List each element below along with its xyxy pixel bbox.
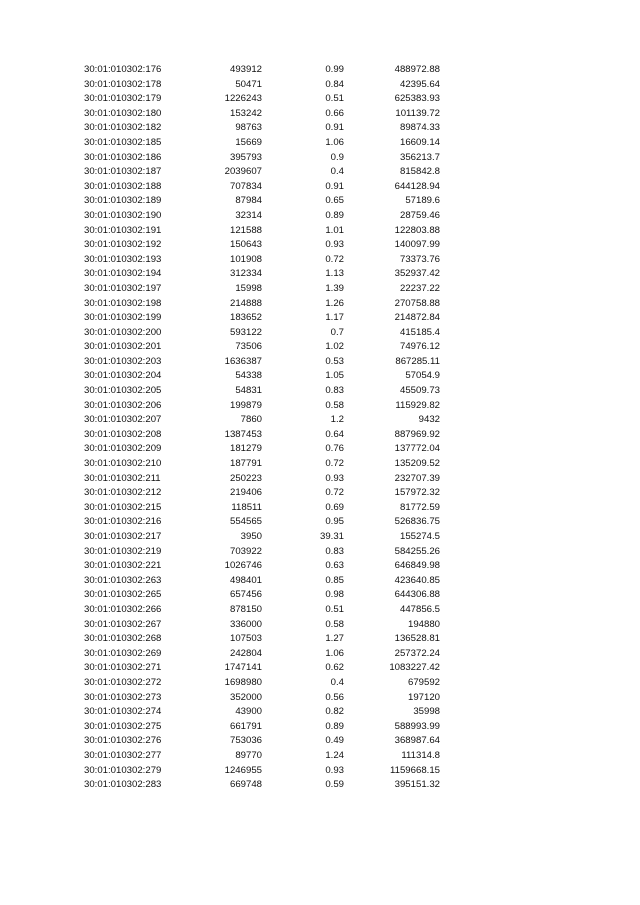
cadastral-number-cell: 30:01:010302:277 [84,749,162,761]
cadastral-number-cell: 30:01:010302:271 [84,662,162,674]
amount-cell: 423640.85 [394,574,440,586]
quantity-cell: 395793 [229,151,262,163]
cadastral-number-cell: 30:01:010302:205 [84,385,162,397]
amount-cell: 137772.04 [394,443,440,455]
cadastral-number-cell: 30:01:010302:189 [84,195,162,207]
amount-cell: 214872.84 [394,312,440,324]
coefficient-cell: 0.59 [325,779,344,791]
coefficient-cell: 1.02 [325,341,344,353]
quantity-cell: 250223 [229,472,262,484]
coefficient-cell: 0.89 [325,720,344,732]
quantity-cell: 352000 [229,691,262,703]
table-row [0,121,640,136]
quantity-cell: 3950 [240,531,262,542]
amount-cell: 81772.59 [399,501,440,513]
cadastral-number-cell: 30:01:010302:283 [84,779,162,791]
coefficient-cell: 0.98 [325,589,344,601]
quantity-cell: 150643 [229,239,262,251]
coefficient-cell: 0.72 [325,253,344,265]
coefficient-cell: 0.63 [325,560,344,572]
coefficient-cell: 1.06 [325,647,344,659]
table-row [0,282,640,297]
coefficient-cell: 0.65 [325,195,344,207]
coefficient-cell: 0.69 [325,501,344,513]
coefficient-cell: 0.93 [325,239,344,251]
cadastral-number-cell: 30:01:010302:212 [84,487,162,499]
amount-cell: 73373.76 [399,253,440,265]
table-row [0,515,640,530]
quantity-cell: 312334 [229,268,262,280]
cadastral-number-cell: 30:01:010302:180 [84,107,162,119]
table-row [0,165,640,180]
quantity-cell: 2039607 [224,166,262,178]
coefficient-cell: 0.62 [325,662,344,674]
quantity-cell: 554565 [229,516,262,528]
amount-cell: 89874.33 [399,122,440,134]
amount-cell: 35998 [413,706,440,718]
cadastral-number-cell: 30:01:010302:265 [84,589,162,601]
cadastral-number-cell: 30:01:010302:219 [84,545,162,557]
quantity-cell: 219406 [229,487,262,499]
amount-cell: 232707.39 [394,472,440,484]
coefficient-cell: 1.13 [325,268,344,280]
coefficient-cell: 1.27 [325,633,344,645]
cadastral-number-cell: 30:01:010302:221 [84,560,162,572]
amount-cell: 368987.64 [394,735,440,747]
amount-cell: 488972.88 [394,64,440,75]
cadastral-number-cell: 30:01:010302:188 [84,180,162,192]
quantity-cell: 73506 [235,341,262,353]
amount-cell: 356213.7 [399,151,440,163]
cadastral-number-cell: 30:01:010302:182 [84,122,162,134]
table-row [0,705,640,720]
cadastral-number-cell: 30:01:010302:275 [84,720,162,732]
table-row [0,384,640,399]
cadastral-number-cell: 30:01:010302:268 [84,633,162,645]
table-row [0,92,640,107]
cadastral-number-cell: 30:01:010302:193 [84,253,162,265]
table-row [0,428,640,443]
quantity-cell: 43900 [235,706,262,718]
cadastral-number-cell: 30:01:010302:209 [84,443,162,455]
cadastral-number-cell: 30:01:010302:201 [84,341,162,353]
table-row [0,749,640,764]
table-row [0,209,640,224]
quantity-cell: 707834 [229,180,262,192]
amount-cell: 588993.99 [394,720,440,732]
amount-cell: 101139.72 [395,107,440,119]
cadastral-number-cell: 30:01:010302:199 [84,312,162,324]
cadastral-number-cell: 30:01:010302:206 [84,399,162,411]
amount-cell: 28759.46 [399,209,440,221]
coefficient-cell: 1.39 [325,282,344,294]
quantity-cell: 593122 [229,326,262,338]
cadastral-number-cell: 30:01:010302:208 [84,428,162,440]
quantity-cell: 153242 [229,107,262,119]
cadastral-number-cell: 30:01:010302:267 [84,618,162,630]
amount-cell: 194880 [407,618,440,630]
quantity-cell: 199879 [229,399,262,411]
amount-cell: 646849.98 [394,560,440,572]
quantity-cell: 1636387 [224,355,262,367]
table-row [0,632,640,647]
table-row [0,764,640,779]
cadastral-number-cell: 30:01:010302:279 [84,764,162,776]
table-row [0,136,640,151]
coefficient-cell: 0.72 [325,458,344,470]
cadastral-number-cell: 30:01:010302:217 [84,531,162,542]
table-row [0,63,640,78]
coefficient-cell: 0.95 [325,516,344,528]
coefficient-cell: 0.53 [325,355,344,367]
cadastral-number-cell: 30:01:010302:210 [84,458,162,470]
quantity-cell: 183652 [229,312,262,324]
cadastral-number-cell: 30:01:010302:198 [84,297,162,309]
table-row [0,355,640,370]
cadastral-number-cell: 30:01:010302:211 [84,472,161,484]
cadastral-number-cell: 30:01:010302:269 [84,647,162,659]
table-row [0,588,640,603]
amount-cell: 1083227.42 [389,662,440,674]
cadastral-number-cell: 30:01:010302:187 [84,166,162,178]
table-row [0,253,640,268]
cadastral-number-cell: 30:01:010302:191 [84,224,162,236]
quantity-cell: 15998 [235,282,262,294]
quantity-cell: 1387453 [224,428,262,440]
amount-cell: 155274.5 [399,531,440,542]
coefficient-cell: 0.83 [325,385,344,397]
cadastral-number-cell: 30:01:010302:176 [84,64,162,75]
coefficient-cell: 1.26 [325,297,344,309]
cadastral-number-cell: 30:01:010302:273 [84,691,162,703]
table-row [0,457,640,472]
coefficient-cell: 0.84 [325,78,344,90]
amount-cell: 625383.93 [394,93,440,105]
amount-cell: 395151.32 [394,779,440,791]
cadastral-number-cell: 30:01:010302:197 [84,282,162,294]
coefficient-cell: 0.49 [325,735,344,747]
quantity-cell: 101908 [229,253,262,265]
table-row [0,399,640,414]
coefficient-cell: 0.4 [330,166,344,178]
coefficient-cell: 0.85 [325,574,344,586]
amount-cell: 74976.12 [399,341,440,353]
quantity-cell: 15669 [235,136,262,148]
cadastral-number-cell: 30:01:010302:200 [84,326,162,338]
quantity-cell: 498401 [229,574,262,586]
amount-cell: 644306.88 [394,589,440,601]
coefficient-cell: 0.4 [330,676,344,688]
coefficient-cell: 0.83 [325,545,344,557]
amount-cell: 815842.8 [399,166,440,178]
data-table [0,63,640,793]
table-row [0,194,640,209]
amount-cell: 447856.5 [399,603,440,615]
coefficient-cell: 1.01 [325,224,344,236]
coefficient-cell: 0.7 [330,326,344,338]
coefficient-cell: 0.72 [325,487,344,499]
coefficient-cell: 1.17 [325,312,344,324]
amount-cell: 9432 [418,414,440,426]
table-row [0,486,640,501]
amount-cell: 270758.88 [394,297,440,309]
table-row [0,151,640,166]
coefficient-cell: 0.91 [325,122,344,134]
quantity-cell: 54338 [235,370,262,382]
table-row [0,559,640,574]
table-row [0,618,640,633]
amount-cell: 42395.64 [399,78,440,90]
amount-cell: 644128.94 [394,180,440,192]
table-row [0,107,640,122]
quantity-cell: 107503 [229,633,262,645]
table-row [0,326,640,341]
quantity-cell: 1747141 [224,662,262,674]
cadastral-number-cell: 30:01:010302:185 [84,136,162,148]
amount-cell: 352937.42 [394,268,440,280]
cadastral-number-cell: 30:01:010302:263 [84,574,162,586]
cadastral-number-cell: 30:01:010302:203 [84,355,162,367]
table-row [0,720,640,735]
coefficient-cell: 0.89 [325,209,344,221]
cadastral-number-cell: 30:01:010302:207 [84,414,162,426]
quantity-cell: 7860 [240,414,262,426]
amount-cell: 16609.14 [399,136,440,148]
cadastral-number-cell: 30:01:010302:266 [84,603,162,615]
quantity-cell: 1246955 [224,764,262,776]
table-row [0,734,640,749]
table-row [0,603,640,618]
table-row [0,676,640,691]
quantity-cell: 878150 [229,603,262,615]
table-row [0,413,640,428]
quantity-cell: 181279 [229,443,262,455]
amount-cell: 526836.75 [394,516,440,528]
amount-cell: 111314.8 [401,749,440,761]
quantity-cell: 121588 [229,224,262,236]
cadastral-number-cell: 30:01:010302:192 [84,239,162,251]
amount-cell: 887969.92 [394,428,440,440]
quantity-cell: 669748 [229,779,262,791]
table-row [0,238,640,253]
amount-cell: 57189.6 [405,195,440,207]
table-row [0,574,640,589]
amount-cell: 679592 [407,676,440,688]
table-row [0,369,640,384]
quantity-cell: 98763 [235,122,262,134]
coefficient-cell: 1.06 [325,136,344,148]
coefficient-cell: 0.93 [325,472,344,484]
coefficient-cell: 0.58 [325,399,344,411]
coefficient-cell: 0.93 [325,764,344,776]
cadastral-number-cell: 30:01:010302:276 [84,735,162,747]
coefficient-cell: 0.9 [330,151,344,163]
quantity-cell: 657456 [229,589,262,601]
amount-cell: 257372.24 [394,647,440,659]
quantity-cell: 1026746 [224,560,262,572]
cadastral-number-cell: 30:01:010302:204 [84,370,162,382]
quantity-cell: 336000 [229,618,262,630]
table-row [0,340,640,355]
amount-cell: 140097.99 [394,239,440,251]
quantity-cell: 703922 [229,545,262,557]
quantity-cell: 32314 [235,209,262,221]
table-row [0,661,640,676]
table-row [0,267,640,282]
coefficient-cell: 0.51 [325,93,344,105]
quantity-cell: 214888 [229,297,262,309]
quantity-cell: 89770 [235,749,262,761]
table-row [0,501,640,516]
table-row [0,78,640,93]
cadastral-number-cell: 30:01:010302:178 [84,78,162,90]
quantity-cell: 242804 [229,647,262,659]
coefficient-cell: 0.82 [325,706,344,718]
quantity-cell: 1698980 [224,676,262,688]
amount-cell: 157972.32 [394,487,440,499]
coefficient-cell: 1.05 [325,370,344,382]
coefficient-cell: 0.58 [325,618,344,630]
table-row [0,545,640,560]
amount-cell: 415185.4 [399,326,440,338]
table-row [0,472,640,487]
table-row [0,778,640,793]
amount-cell: 867285.11 [395,355,440,367]
coefficient-cell: 1.2 [330,414,344,426]
coefficient-cell: 0.51 [325,603,344,615]
coefficient-cell: 0.76 [325,443,344,455]
amount-cell: 584255.26 [394,545,440,557]
quantity-cell: 118511 [231,501,262,513]
coefficient-cell: 0.64 [325,428,344,440]
table-row [0,180,640,195]
table-row [0,647,640,662]
cadastral-number-cell: 30:01:010302:194 [84,268,162,280]
amount-cell: 57054.9 [405,370,440,382]
table-row [0,530,640,545]
table-row [0,224,640,239]
amount-cell: 122803.88 [394,224,440,236]
quantity-cell: 54831 [235,385,262,397]
quantity-cell: 753036 [229,735,262,747]
coefficient-cell: 39.31 [319,531,344,542]
cadastral-number-cell: 30:01:010302:215 [84,501,162,513]
quantity-cell: 50471 [235,78,262,90]
quantity-cell: 1226243 [224,93,262,105]
cadastral-number-cell: 30:01:010302:216 [84,516,162,528]
amount-cell: 135209.52 [394,458,440,470]
quantity-cell: 87984 [235,195,262,207]
amount-cell: 1159668.15 [390,764,440,776]
cadastral-number-cell: 30:01:010302:274 [84,706,162,718]
amount-cell: 22237.22 [399,282,440,294]
amount-cell: 197120 [407,691,440,703]
cadastral-number-cell: 30:01:010302:190 [84,209,162,221]
amount-cell: 115929.82 [395,399,440,411]
table-row [0,691,640,706]
table-row [0,311,640,326]
table-row [0,297,640,312]
table-row [0,442,640,457]
coefficient-cell: 0.91 [325,180,344,192]
cadastral-number-cell: 30:01:010302:186 [84,151,162,163]
amount-cell: 45509.73 [399,385,440,397]
quantity-cell: 661791 [229,720,262,732]
coefficient-cell: 0.66 [325,107,344,119]
quantity-cell: 187791 [229,458,262,470]
cadastral-number-cell: 30:01:010302:272 [84,676,162,688]
coefficient-cell: 1.24 [325,749,344,761]
coefficient-cell: 0.99 [325,64,344,75]
amount-cell: 136528.81 [394,633,440,645]
quantity-cell: 493912 [229,64,262,75]
coefficient-cell: 0.56 [325,691,344,703]
cadastral-number-cell: 30:01:010302:179 [84,93,162,105]
